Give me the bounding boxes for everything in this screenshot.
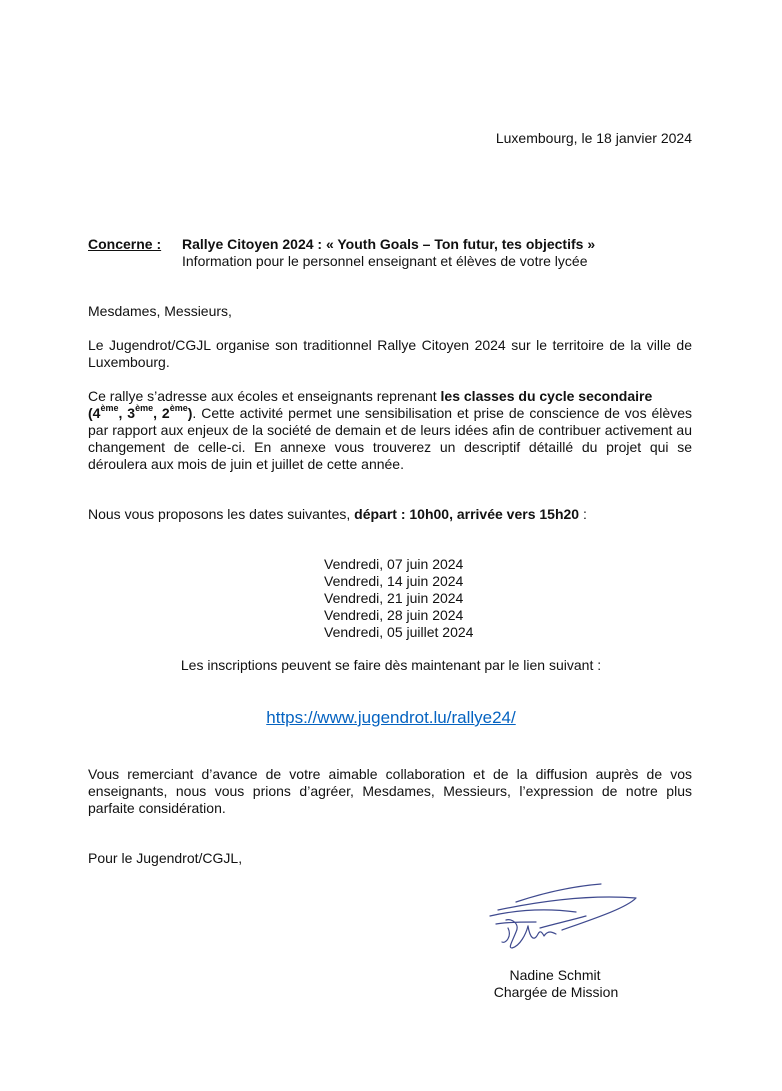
closing-line: Pour le Jugendrot/CGJL, (88, 850, 243, 866)
date-item: Vendredi, 07 juin 2024 (324, 556, 464, 572)
paragraph-description-bold: les classes du cycle secondaire (440, 388, 653, 404)
registration-link-container (0, 708, 782, 728)
date-item: Vendredi, 14 juin 2024 (324, 573, 464, 589)
class-levels: (4ème, 3ème, 2ème) (88, 403, 193, 421)
paragraph-description-intro: Ce rallye s’adresse aux écoles et enseignants reprenant (88, 388, 441, 404)
paragraph-description (88, 388, 692, 473)
inscriptions-text: Les inscriptions peuvent se faire dès maintenant par le lien suivant : (180, 657, 602, 673)
dates-list (324, 556, 473, 641)
letter-date: Luxembourg, le 18 janvier 2024 (495, 130, 692, 146)
subject-label: Concerne : (88, 236, 162, 252)
date-item: Vendredi, 21 juin 2024 (324, 590, 464, 606)
paragraph-closing: Vous remerciant d’avance de votre aimable collaboration et de la diffusion auprès de vos enseignants, nous vous prions d’agréer, Mesdames, Messieurs, l’expression de notre plus parfaite considération. (88, 766, 692, 816)
date-item: Vendredi, 28 juin 2024 (324, 607, 464, 623)
handwritten-signature (476, 872, 646, 962)
registration-link[interactable]: https://www.jugendrot.lu/rallye24/ (266, 708, 516, 727)
departure-arrival-times: départ : 10h00, arrivée vers 15h20 (354, 506, 580, 522)
paragraph-intro: Le Jugendrot/CGJL organise son traditionnel Rallye Citoyen 2024 sur le territoire de la ville de Luxembourg. (88, 337, 692, 370)
subject-title: Rallye Citoyen 2024 : « Youth Goals – Ton futur, tes objectifs » (182, 236, 596, 252)
date-item: Vendredi, 05 juillet 2024 (324, 624, 474, 640)
paragraph-dates-intro: Nous vous proposons les dates suivantes, départ : 10h00, arrivée vers 15h20 : (88, 506, 587, 522)
signatory-role: Chargée de Mission (493, 984, 619, 1000)
salutation: Mesdames, Messieurs, (88, 303, 232, 319)
subject-subtitle: Information pour le personnel enseignant et élèves de votre lycée (182, 253, 588, 269)
signatory-name: Nadine Schmit (509, 967, 601, 983)
paragraph-description-rest: . Cette activité permet une sensibilisation et prise de conscience de vos élèves par rapport aux enjeux de la société de demain et de leurs idées afin de contribuer activement au changement de celle-ci. En annexe vous trouverez un descriptif détaillé du projet qui se déroulera aux mois de juin et juillet de cette année. (88, 405, 692, 472)
